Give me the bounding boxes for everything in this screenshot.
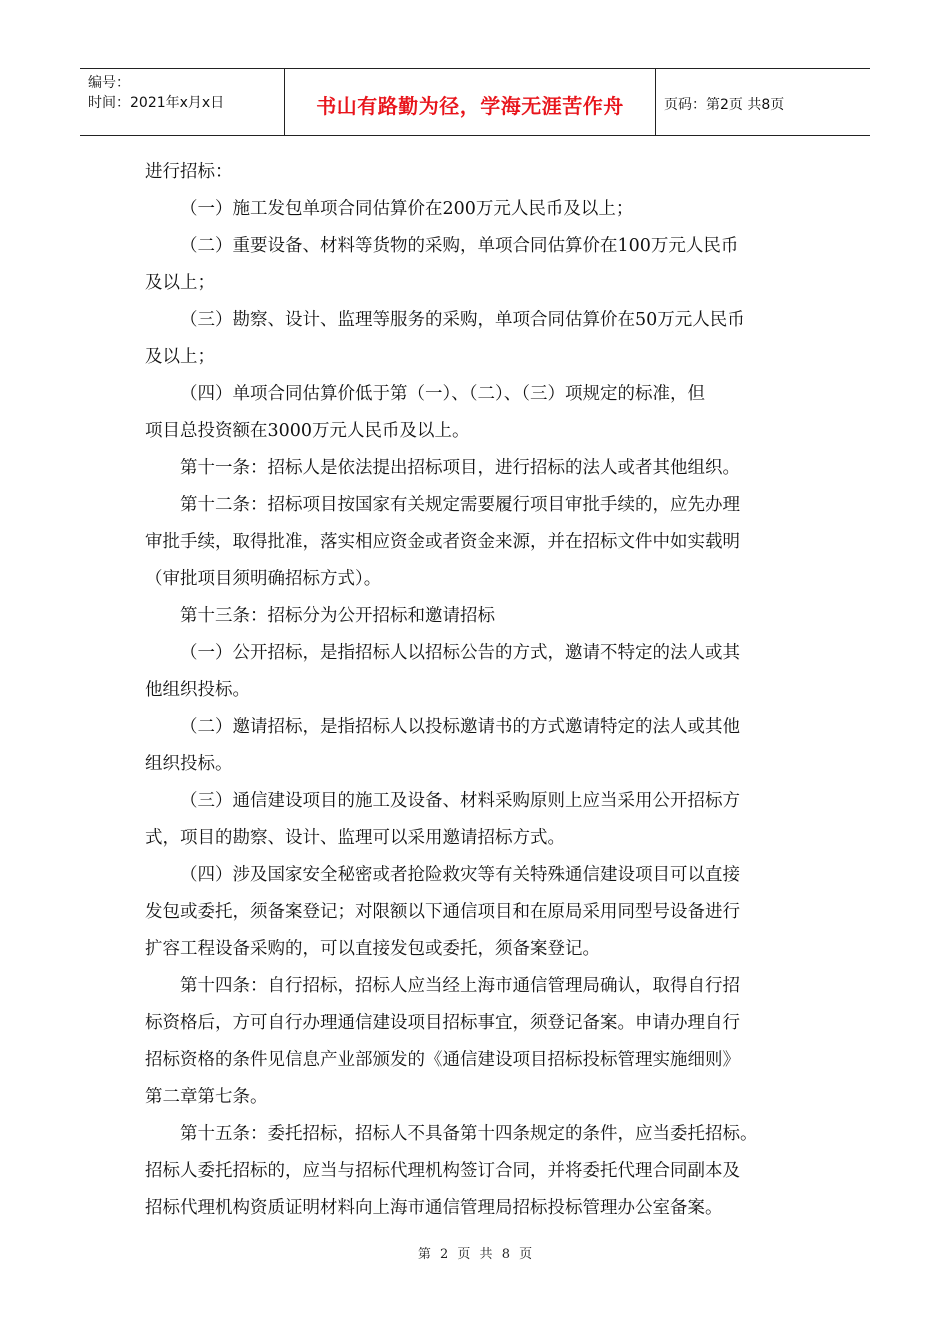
body-line: 第十四条：自行招标，招标人应当经上海市通信管理局确认，取得自行招 [180, 976, 740, 996]
body-line: 第十三条：招标分为公开招标和邀请招标 [180, 606, 495, 626]
page-footer: 第 2 页 共 8 页 [417, 1247, 533, 1262]
body-line: 招标人委托招标的，应当与招标代理机构签订合同，并将委托代理合同副本及 [145, 1161, 740, 1181]
body-line: 发包或委托，须备案登记；对限额以下通信项目和在原局采用同型号设备进行 [145, 902, 740, 922]
body-line: （二）邀请招标，是指招标人以投标邀请书的方式邀请特定的法人或其他 [180, 717, 740, 737]
body-line: 及以上； [145, 273, 215, 293]
body-line: 招标资格的条件见信息产业部颁发的《通信建设项目招标投标管理实施细则》 [145, 1050, 740, 1070]
document-number-label: 编号： [88, 75, 130, 91]
header-motto: 书山有路勤为径，学海无涯苦作舟 [284, 69, 656, 135]
body-line: 招标代理机构资质证明材料向上海市通信管理局招标投标管理办公室备案。 [145, 1198, 723, 1218]
body-line: 他组织投标。 [145, 680, 250, 700]
body-line: 标资格后，方可自行办理通信建设项目招标事宜，须登记备案。申请办理自行 [145, 1013, 740, 1033]
header-page-code: 页码：第2页 共8页 [664, 97, 785, 113]
body-line: （一）施工发包单项合同估算价在200万元人民币及以上； [180, 199, 634, 219]
body-line: 审批手续，取得批准，落实相应资金或者资金来源，并在招标文件中如实载明 [145, 532, 740, 552]
body-line: 第十二条：招标项目按国家有关规定需要履行项目审批手续的，应先办理 [180, 495, 740, 515]
body-line: （三）勘察、设计、监理等服务的采购，单项合同估算价在50万元人民币 [180, 310, 745, 330]
body-line: 扩容工程设备采购的，可以直接发包或委托，须备案登记。 [145, 939, 600, 959]
header-meta [80, 69, 284, 135]
body-line: 及以上； [145, 347, 215, 367]
body-line: 第十五条：委托招标，招标人不具备第十四条规定的条件，应当委托招标。 [180, 1124, 758, 1144]
body-line: 式，项目的勘察、设计、监理可以采用邀请招标方式。 [145, 828, 565, 848]
body-line: （审批项目须明确招标方式）。 [145, 569, 382, 589]
page-header [80, 68, 870, 136]
body-line: 第十一条：招标人是依法提出招标项目，进行招标的法人或者其他组织。 [180, 458, 740, 478]
document-time-label: 时间：2021年x月x日 [88, 95, 225, 111]
body-line: （四）涉及国家安全秘密或者抢险救灾等有关特殊通信建设项目可以直接 [180, 865, 740, 885]
body-line: （四）单项合同估算价低于第（一）、（二）、（三）项规定的标准，但 [180, 384, 705, 404]
body-line: 组织投标。 [145, 754, 233, 774]
body-line: 第二章第七条。 [145, 1087, 268, 1107]
body-line: 进行招标： [145, 162, 233, 182]
body-line: （三）通信建设项目的施工及设备、材料采购原则上应当采用公开招标方 [180, 791, 740, 811]
body-line: （一）公开招标，是指招标人以招标公告的方式，邀请不特定的法人或其 [180, 643, 740, 663]
body-line: （二）重要设备、材料等货物的采购，单项合同估算价在100万元人民币 [180, 236, 739, 256]
body-line: 项目总投资额在3000万元人民币及以上。 [145, 421, 470, 441]
document-body [145, 154, 825, 1227]
